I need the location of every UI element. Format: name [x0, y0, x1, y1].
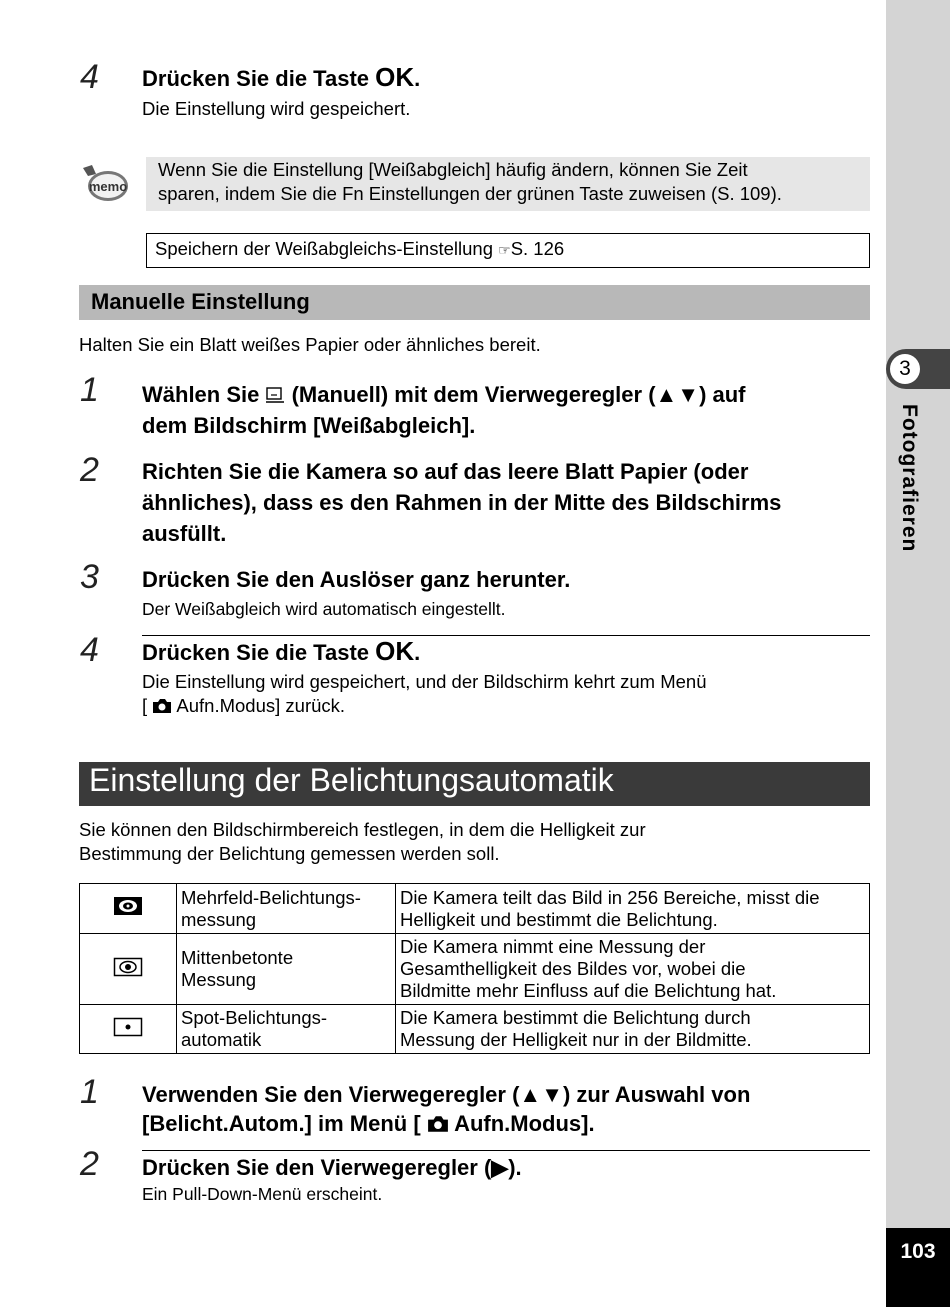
step-title: Drücken Sie die Taste OK. — [142, 636, 421, 666]
table-row — [80, 934, 870, 1005]
step-description: Die Einstellung wird gespeichert, und der Bildschirm kehrt zum Menü [ Aufn.Modus] zurück. — [142, 671, 707, 716]
chapter-title: Fotografieren — [898, 404, 921, 553]
chapter-sidebar — [886, 0, 950, 1307]
step-number: 1 — [80, 371, 99, 409]
multi-segment-metering-icon — [113, 896, 143, 916]
chapter-number: 3 — [890, 354, 920, 384]
step-title: Wählen Sie (Manuell) mit dem Vierwegeregler (▲▼) auf dem Bildschirm [Weißabgleich]. — [142, 382, 746, 438]
table-row — [80, 884, 870, 934]
table-cell: Die Kamera bestimmt die Belichtung durch Messung der Helligkeit nur in der Bildmitte. — [396, 1005, 870, 1054]
step-description: Die Einstellung wird gespeichert. — [142, 98, 411, 119]
step-description: Ein Pull-Down-Menü erscheint. — [142, 1184, 383, 1204]
step-title: Verwenden Sie den Vierwegeregler (▲▼) zur Auswahl von [Belicht.Autom.] im Menü [ Aufn.Modus]. — [142, 1082, 751, 1136]
step-title: Drücken Sie den Vierwegeregler (▶). — [142, 1155, 522, 1180]
step-title: Drücken Sie die Taste OK. — [142, 62, 421, 92]
reference-text: Speichern der Weißabgleichs-Einstellung — [155, 238, 493, 259]
table-cell — [80, 1005, 177, 1054]
table-cell: Die Kamera teilt das Bild in 256 Bereiche, misst die Helligkeit und bestimmt die Belichtung. — [396, 884, 870, 934]
step-number: 2 — [80, 451, 99, 489]
section-heading: Einstellung der Belichtungsautomatik — [79, 762, 870, 806]
table-cell — [80, 934, 177, 1005]
memo-box — [146, 157, 870, 211]
spot-metering-icon — [113, 1017, 143, 1037]
ok-button-symbol: OK — [375, 636, 415, 666]
step-title: Drücken Sie den Auslöser ganz herunter. — [142, 567, 571, 592]
memo-line: sparen, indem Sie die Fn Einstellungen der grünen Taste zuweisen (S. 109). — [158, 183, 782, 204]
chapter-tab — [886, 349, 950, 389]
step-number: 1 — [80, 1073, 99, 1111]
table-cell — [80, 884, 177, 934]
page-number: 103 — [886, 1228, 950, 1307]
table-cell: Mehrfeld-Belichtungs- messung — [177, 884, 396, 934]
step-number: 2 — [80, 1145, 99, 1183]
camera-icon — [427, 1115, 449, 1133]
section-intro: Halten Sie ein Blatt weißes Papier oder ähnliches bereit. — [79, 334, 541, 355]
ok-button-symbol: OK — [375, 62, 415, 92]
manual-white-balance-icon — [265, 386, 285, 404]
step-title: Richten Sie die Kamera so auf das leere Blatt Papier (oder ähnliches), dass es den Rahmen in der Mitte des Bildschirms ausfüllt. — [142, 459, 782, 546]
reference-box — [146, 233, 870, 268]
table-cell: Spot-Belichtungs- automatik — [177, 1005, 396, 1054]
section-heading: Manuelle Einstellung — [79, 285, 870, 320]
section-intro: Sie können den Bildschirmbereich festlegen, in dem die Helligkeit zur Bestimmung der Belichtung gemessen werden soll. — [79, 819, 646, 864]
memo-icon — [80, 162, 130, 206]
step-number: 4 — [80, 631, 99, 669]
reference-pointer-icon: ☞ — [498, 242, 511, 258]
center-weighted-metering-icon — [113, 957, 143, 977]
svg-text:memo: memo — [88, 179, 128, 194]
step-description: Der Weißabgleich wird automatisch eingestellt. — [142, 599, 506, 619]
memo-line: Wenn Sie die Einstellung [Weißabgleich] häufig ändern, können Sie Zeit — [158, 159, 748, 180]
camera-icon — [152, 698, 172, 714]
table-row — [80, 1005, 870, 1054]
table-cell: Die Kamera nimmt eine Messung der Gesamthelligkeit des Bildes vor, wobei die Bildmitte mehr Einfluss auf die Belichtung hat. — [396, 934, 870, 1005]
step-number: 3 — [80, 558, 99, 596]
table-cell: Mittenbetonte Messung — [177, 934, 396, 1005]
reference-page: S. 126 — [510, 238, 565, 259]
metering-table — [79, 883, 870, 1054]
step-number: 4 — [80, 58, 99, 96]
divider — [142, 1150, 870, 1151]
